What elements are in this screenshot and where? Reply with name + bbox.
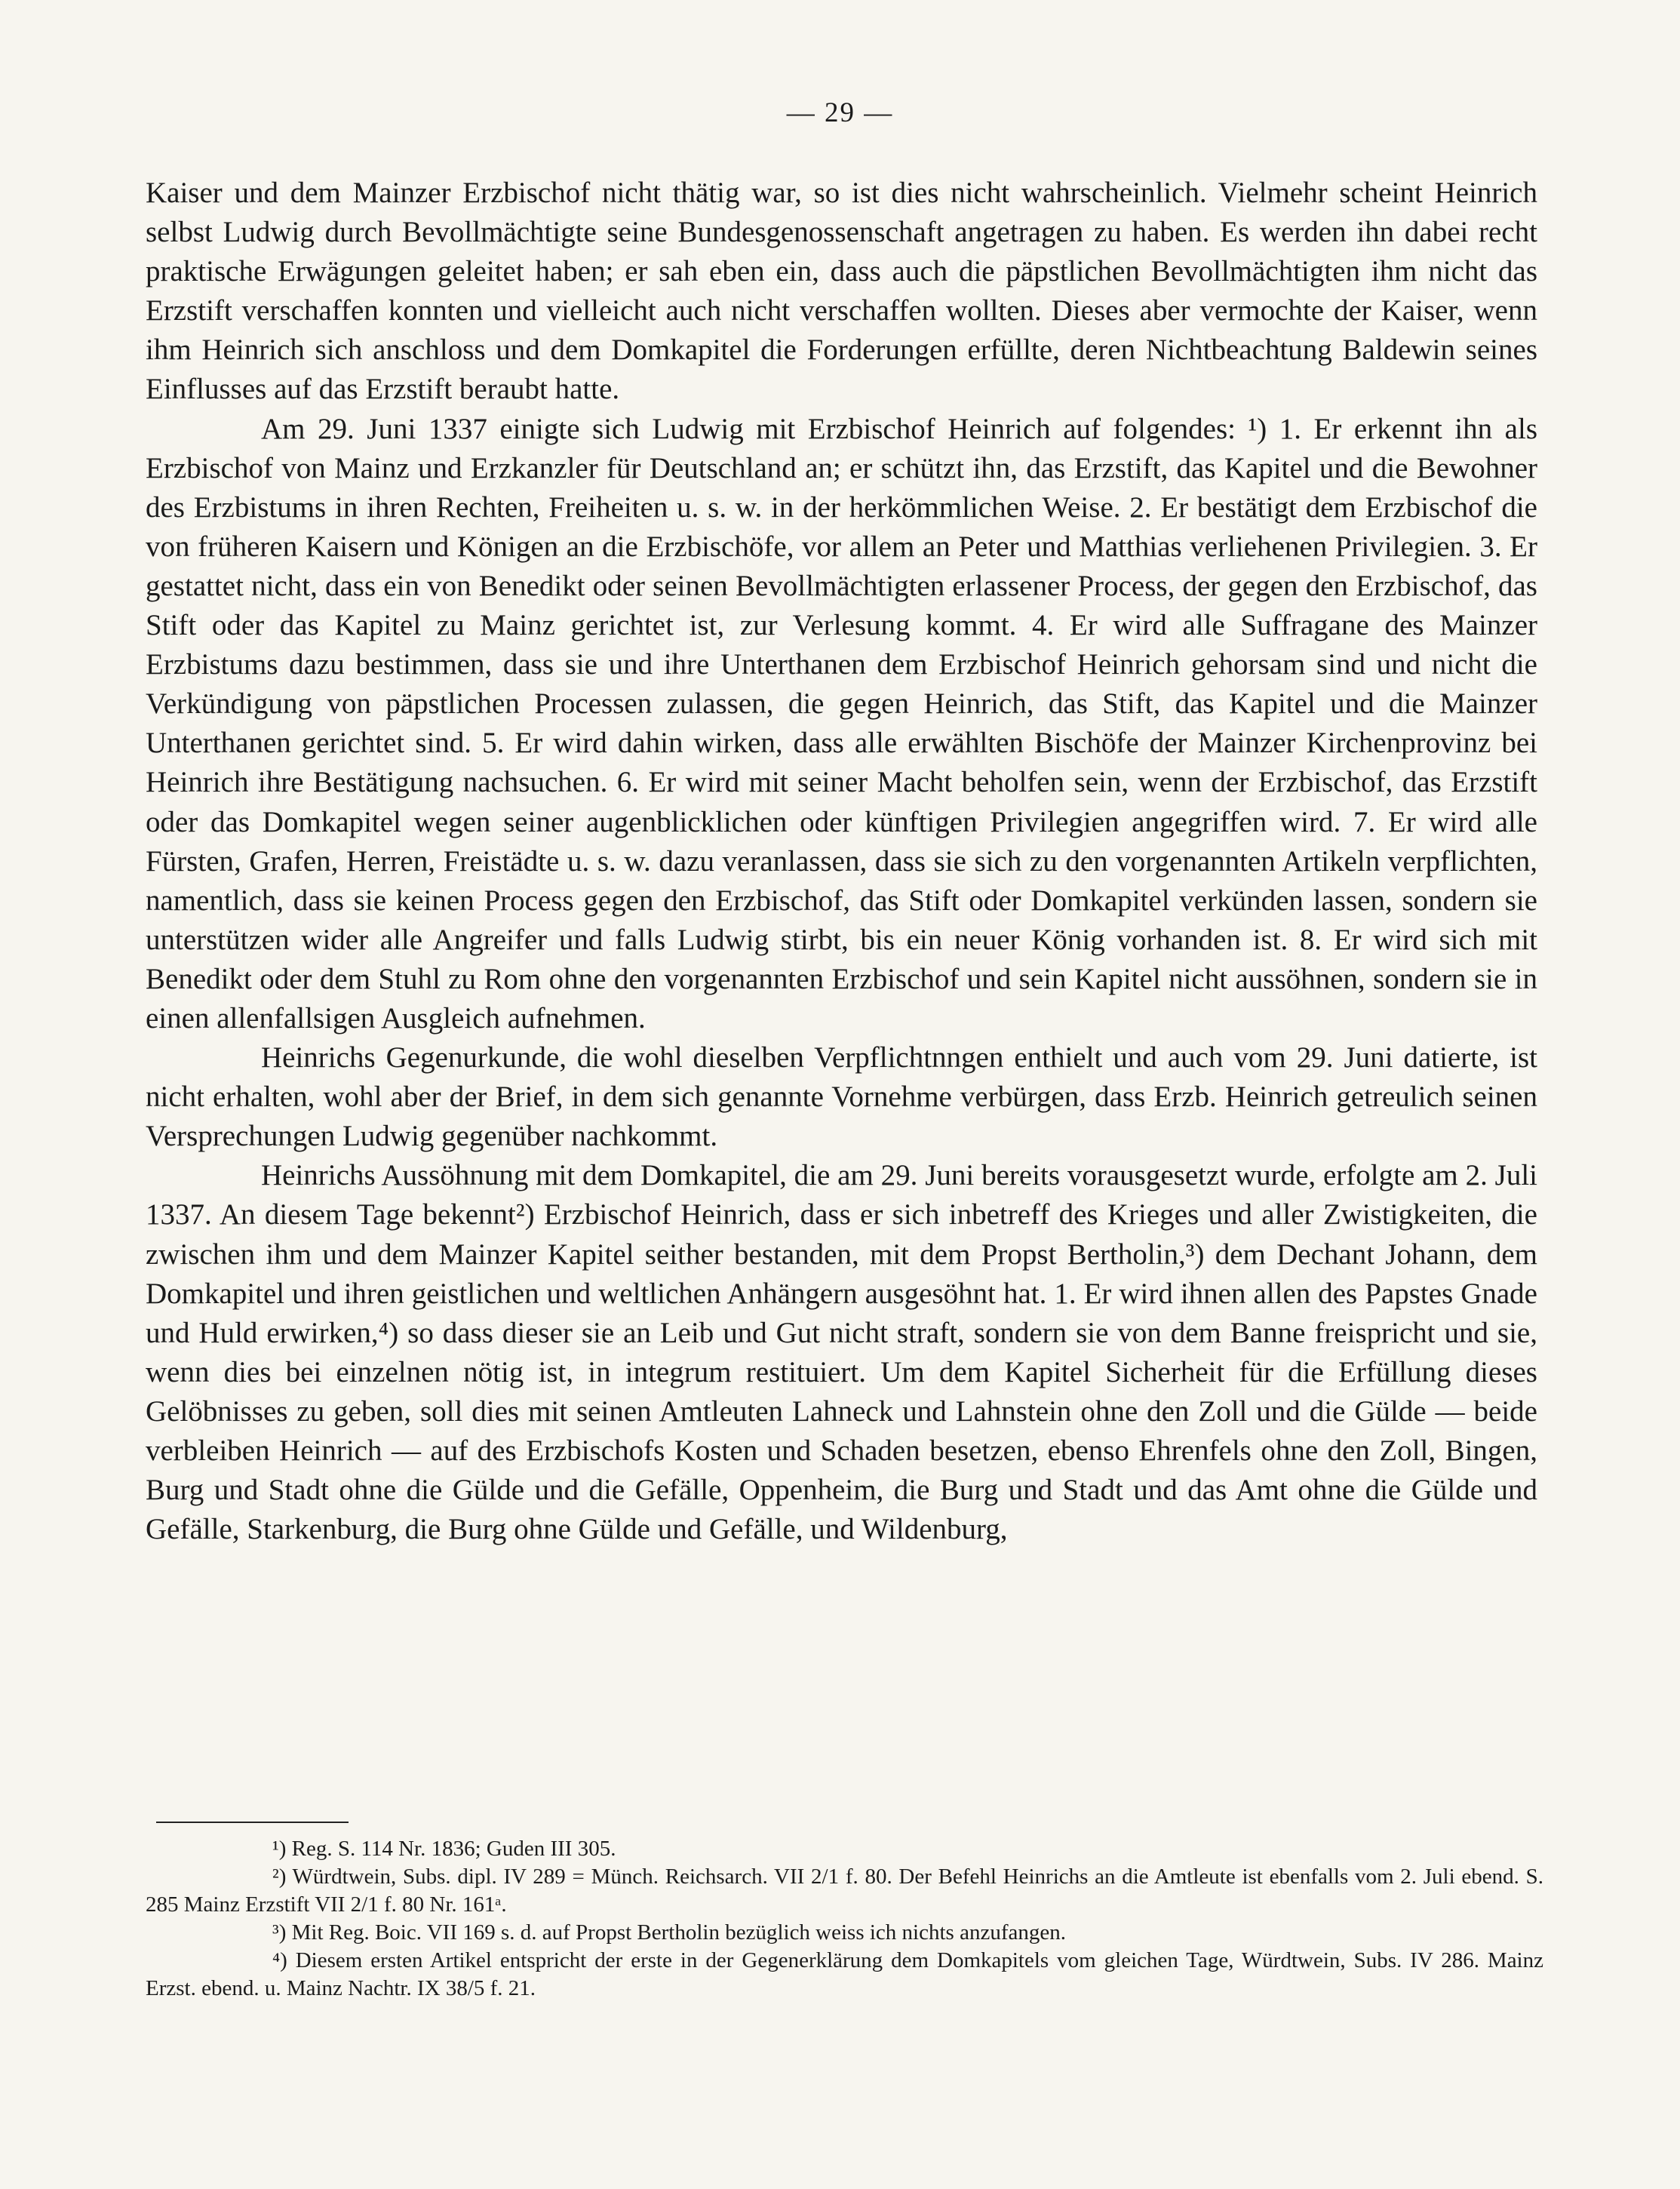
footnote-3: ³) Mit Reg. Boic. VII 169 s. d. auf Propst Bertholin bezüglich weiss ich nichts anzufangen. — [272, 1920, 1066, 1945]
paragraph-4: Heinrichs Aussöhnung mit dem Domkapitel, die am 29. Juni bereits vorausgesetzt wurde, erfolgte am 2. Juli 1337. An diesem Tage bekennt²) Erzbischof Heinrich, dass er sich inbetreff des Krieges und aller Zwistigkeiten, die zwischen ihm und dem Mainzer Kapitel seither bestanden, mit dem Propst Bertholin,³) dem Dechant Johann, dem Domkapitel und ihren geistlichen und weltlichen Anhängern ausgesöhnt hat. 1. Er wird ihnen allen des Papstes Gnade und Huld erwirken,⁴) so dass dieser sie an Leib und Gut nicht straft, sondern sie von dem Banne freispricht und sie, wenn dies bei einzelnen nötig ist, in integrum restituiert. Um dem Kapitel Sicherheit für die Erfüllung dieses Gelöbnisses zu geben, soll dies mit seinen Amtleuten Lahneck und Lahnstein ohne den Zoll und die Gülde — beide verbleiben Heinrich — auf des Erzbischofs Kosten und Schaden besetzen, ebenso Ehrenfels ohne den Zoll, Bingen, Burg und Stadt ohne die Gülde und die Gefälle, Oppenheim, die Burg und Stadt und das Amt ohne die Gülde und Gefälle, Starkenburg, die Burg ohne Gülde und Gefälle, und Wildenburg, — [146, 1159, 1537, 1546]
main-text — [146, 174, 1537, 1549]
paragraph-3: Heinrichs Gegenurkunde, die wohl dieselben Verpflichtnngen enthielt und auch vom 29. Juni datierte, ist nicht erhalten, wohl aber der Brief, in dem sich genannte Vornehme verbürgen, dass Erzb. Heinrich getreulich seinen Versprechungen Ludwig gegenüber nachkommt. — [146, 1041, 1537, 1153]
page-number: — 29 — — [786, 97, 894, 128]
footnote-1: ¹) Reg. S. 114 Nr. 1836; Guden III 305. — [272, 1837, 616, 1861]
footnote-4: ⁴) Diesem ersten Artikel entspricht der erste in der Gegenerklärung dem Domkapitels vom gleichen Tage, Würdtwein, Subs. IV 286. Mainz Erzst. ebend. u. Mainz Nachtr. IX 38/5 f. 21. — [146, 1948, 1543, 2000]
paragraph-2: Am 29. Juni 1337 einigte sich Ludwig mit Erzbischof Heinrich auf folgendes: ¹) 1. Er erkennt ihn als Erzbischof von Mainz und Erzkanzler für Deutschland an; er schützt ihn, das Erzstift, das Kapitel und die Bewohner des Erzbistums in ihren Rechten, Freiheiten u. s. w. in der herkömmlichen Weise. 2. Er bestätigt dem Erzbischof die von früheren Kaisern und Königen an die Erzbischöfe, vor allem an Peter und Matthias verliehenen Privilegien. 3. Er gestattet nicht, dass ein von Benedikt oder seinen Bevollmächtigten erlassener Process, der gegen den Erzbischof, das Stift oder das Kapitel zu Mainz gerichtet ist, zur Verlesung kommt. 4. Er wird alle Suffragane des Mainzer Erzbistums dazu bestimmen, dass sie und ihre Unterthanen dem Erzbischof Heinrich gehorsam sind und nicht die Verkündigung von päpstlichen Processen zulassen, die gegen Heinrich, das Stift, das Kapitel und die Mainzer Unterthanen gerichtet sind. 5. Er wird dahin wirken, dass alle erwählten Bischöfe der Mainzer Kirchenprovinz bei Heinrich ihre Bestätigung nachsuchen. 6. Er wird mit seiner Macht beholfen sein, wenn der Erzbischof, das Erzstift oder das Domkapitel wegen seiner augenblicklichen oder künftigen Privilegien angegriffen wird. 7. Er wird alle Fürsten, Grafen, Herren, Freistädte u. s. w. dazu veranlassen, dass sie sich zu den vorgenannten Artikeln verpflichten, namentlich, dass sie keinen Process gegen den Erzbischof, das Stift oder Domkapitel verkünden lassen, sondern sie unterstützen wider alle Angreifer und falls Ludwig stirbt, bis ein neuer König vorhanden ist. 8. Er wird sich mit Benedikt oder dem Stuhl zu Rom ohne den vorgenannten Erzbischof und sein Kapitel nicht aussöhnen, sondern sie in einen allenfallsigen Ausgleich aufnehmen. — [146, 412, 1537, 1035]
footnotes — [146, 1835, 1543, 2003]
footnote-divider — [156, 1822, 349, 1823]
paragraph-1: Kaiser und dem Mainzer Erzbischof nicht thätig war, so ist dies nicht wahrscheinlich. Vielmehr scheint Heinrich selbst Ludwig durch Bevollmächtigte seine Bundesgenossenschaft angetragen zu haben. Es werden ihn dabei recht praktische Erwägungen geleitet haben; er sah eben ein, dass auch die päpstlichen Bevollmächtigten ihm nicht das Erzstift verschaffen konnten und vielleicht auch nicht verschaffen wollten. Dieses aber vermochte der Kaiser, wenn ihm Heinrich sich anschloss und dem Domkapitel die Forderungen erfüllte, deren Nichtbeachtung Baldewin seines Einflusses auf das Erzstift beraubt hatte. — [146, 177, 1537, 406]
footnote-2: ²) Würdtwein, Subs. dipl. IV 289 = Münch. Reichsarch. VII 2/1 f. 80. Der Befehl Heinrichs an die Amtleute ist ebenfalls vom 2. Juli ebend. S. 285 Mainz Erzstift VII 2/1 f. 80 Nr. 161ᵃ. — [146, 1865, 1543, 1917]
